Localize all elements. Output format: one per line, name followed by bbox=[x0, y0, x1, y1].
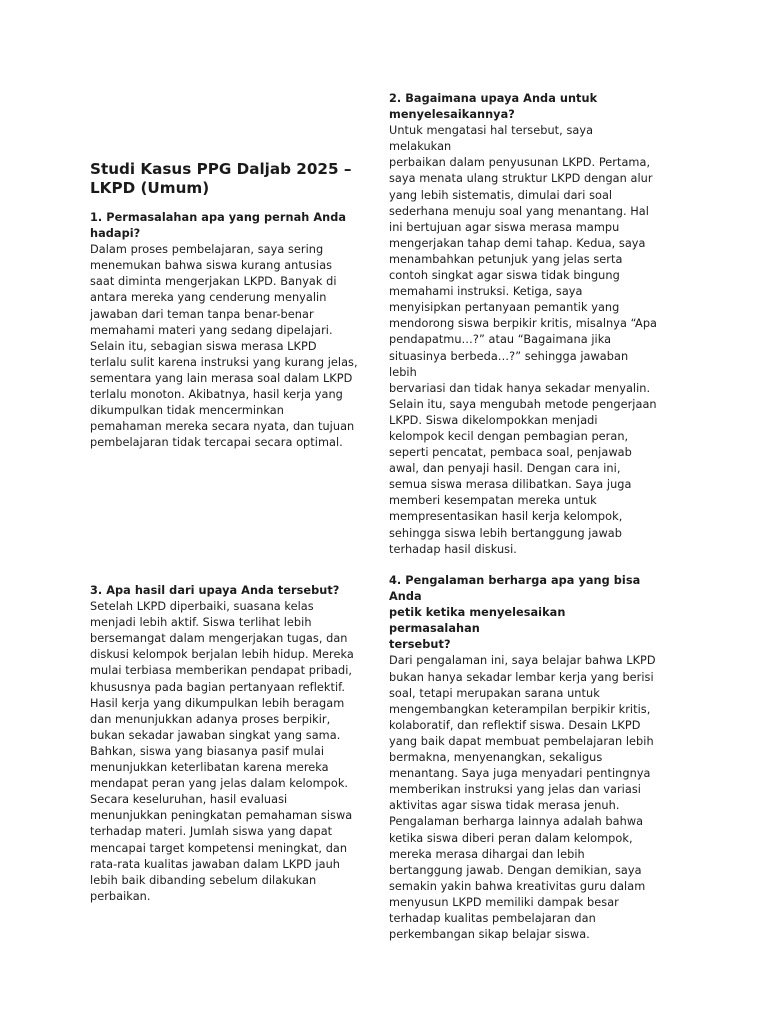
section-2-question: 2. Bagaimana upaya Anda untuk menyelesaikannya? bbox=[389, 92, 598, 122]
section-2-answer: Untuk mengatasi hal tersebut, saya melakukan perbaikan dalam penyusunan LKPD. Pertama, saya menata ulang struktur LKPD dengan alur yang lebih sistematis, dimulai dari soal sederhana menuju soal yang menantang. Hal ini bertujuan agar siswa merasa mampu mengerjakan tahap demi tahap. Kedua, saya menambahkan petunjuk yang jelas serta contoh singkat agar siswa tidak bingung memahami instruksi. Ketiga, saya menyisipkan pertanyaan pemantik yang mendorong siswa berpikir kritis, misalnya “Apa pendapatmu…?” atau “Bagaimana jika situasinya berbeda…?” sehingga jawaban lebih bervariasi dan tidak hanya sekadar menyalin. Selain itu, saya mengubah metode pengerjaan LKPD. Siswa dikelompokkan menjadi kelompok kecil dengan pembagian peran, seperti pencatat, pembaca soal, penjawab awal, dan penyaji hasil. Dengan cara ini, semua siswa merasa dilibatkan. Saya juga memberi kesempatan mereka untuk mempresentasikan hasil kerja kelompok, sehingga siswa lebih bertanggung jawab terhadap hasil diskusi. bbox=[389, 124, 658, 556]
section-4-answer: Dari pengalaman ini, saya belajar bahwa LKPD bukan hanya sekadar lembar kerja yang berisi soal, tetapi merupakan sarana untuk mengembangkan keterampilan berpikir kritis, kolaboratif, dan reflektif siswa. Desain LKPD yang baik dapat membuat pembelajaran lebih bermakna, menyenangkan, sekaligus menantang. Saya juga menyadari pentingnya memberikan instruksi yang jelas dan variasi aktivitas agar siswa tidak merasa jenuh. Pengalaman berharga lainnya adalah bahwa ketika siswa diberi peran dalam kelompok, mereka merasa dihargai dan lebih bertanggung jawab. Dengan demikian, saya semakin yakin bahwa kreativitas guru dalam menyusun LKPD memiliki dampak besar terhadap kualitas pembelajaran dan perkembangan sikap belajar siswa. bbox=[389, 654, 656, 942]
section-1-answer: Dalam proses pembelajaran, saya sering menemukan bahwa siswa kurang antusias saat diminta mengerjakan LKPD. Banyak di antara mereka yang cenderung menyalin jawaban dari teman tanpa benar-benar memahami materi yang sedang dipelajari. Selain itu, sebagian siswa merasa LKPD terlalu sulit karena instruksi yang kurang jelas, sementara yang lain merasa soal dalam LKPD terlalu monoton. Akibatnya, hasil kerja yang dikumpulkan tidak mencerminkan pemahaman mereka secara nyata, dan tujuan pembelajaran tidak tercapai secara optimal. bbox=[90, 243, 358, 450]
section-2 bbox=[389, 91, 657, 558]
section-1 bbox=[90, 210, 358, 451]
section-1-question: 1. Permasalahan apa yang pernah Anda hadapi? bbox=[90, 211, 347, 241]
section-3 bbox=[90, 583, 358, 905]
document-title: Studi Kasus PPG Daljab 2025 – LKPD (Umum) bbox=[90, 160, 352, 197]
section-3-question: 3. Apa hasil dari upaya Anda tersebut? bbox=[90, 584, 340, 597]
section-4 bbox=[389, 573, 657, 943]
section-3-answer: Setelah LKPD diperbaiki, suasana kelas menjadi lebih aktif. Siswa terlihat lebih bersemangat dalam mengerjakan tugas, dan diskusi kelompok berjalan lebih hidup. Mereka mulai terbiasa memberikan pendapat pribadi, khususnya pada bagian pertanyaan reflektif. Hasil kerja yang dikumpulkan lebih beragam dan menunjukkan adanya proses berpikir, bukan sekadar jawaban singkat yang sama. Bahkan, siswa yang biasanya pasif mulai menunjukkan keterlibatan karena mereka mendapat peran yang jelas dalam kelompok. Secara keseluruhan, hasil evaluasi menunjukkan peningkatan pemahaman siswa terhadap materi. Jumlah siswa yang dapat mencapai target kompetensi meningkat, dan rata-rata kualitas jawaban dalam LKPD jauh lebih baik dibanding sebelum dilakukan perbaikan. bbox=[90, 600, 354, 903]
section-4-question: 4. Pengalaman berharga apa yang bisa Anda petik ketika menyelesaikan permasalahan tersebut? bbox=[389, 574, 641, 652]
